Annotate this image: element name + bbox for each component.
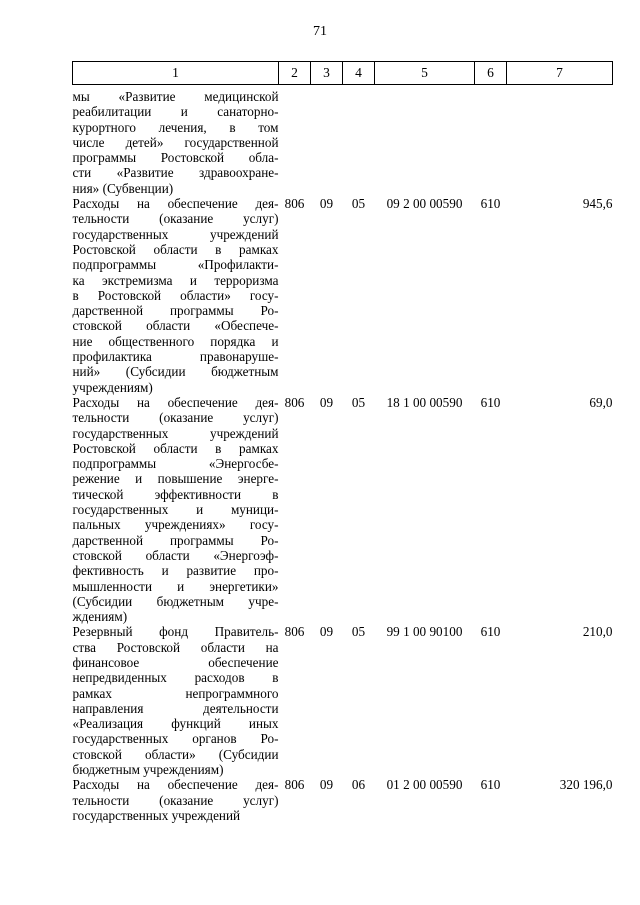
description-line: Ростовской области в рамках (72, 241, 279, 257)
row-description (73, 196, 279, 395)
description-line: ния» (Субвенции) (72, 180, 174, 196)
description-line: «Реализация функций иных (72, 716, 279, 732)
description-line: государственных учреждений (72, 226, 279, 242)
description-line: профилактика правонаруше- (72, 349, 279, 365)
cell-target-code: 01 2 00 00590 (386, 777, 463, 793)
header-row (73, 62, 613, 85)
row-description (73, 624, 279, 777)
description-line: финансовое обеспечение (72, 654, 279, 670)
table-row (73, 777, 613, 823)
description-line: ний» (Субсидии бюджетным (72, 364, 279, 380)
cell-admin-code: 806 (284, 777, 305, 793)
cell-admin-code (279, 85, 311, 197)
cell-target-code: 18 1 00 00590 (386, 394, 463, 410)
budget-table (72, 61, 613, 823)
description-line: тельности (оказание услуг) (72, 792, 279, 808)
header-col-7: 7 (507, 62, 613, 85)
description-line: Расходы на обеспечение дея- (72, 777, 279, 793)
header-col-5: 5 (375, 62, 475, 85)
cell-section-code: 09 (319, 777, 334, 793)
description-line: реабилитации и санаторно- (72, 104, 279, 120)
cell-amount: 945,6 (582, 196, 613, 212)
description-line: дарственной программы Ро- (72, 532, 279, 548)
header-col-6: 6 (475, 62, 507, 85)
description-line: Расходы на обеспечение дея- (72, 196, 279, 212)
description-line: режение и повышение энерге- (72, 471, 279, 487)
cell-amount: 210,0 (582, 624, 613, 640)
description-line: ка экстремизма и терроризма (72, 272, 279, 288)
cell-amount (507, 85, 613, 197)
cell-admin-code: 806 (284, 394, 305, 410)
description-line: мы «Развитие медицинской (72, 89, 279, 104)
description-line: тельности (оказание услуг) (72, 211, 279, 227)
description-line: числе детей» государственной (72, 134, 279, 150)
description-line: Резервный фонд Правитель- (72, 624, 279, 640)
cell-subsection-code: 06 (351, 777, 366, 793)
description-line: непредвиденных расходов в (72, 670, 279, 686)
description-line: Расходы на обеспечение дея- (72, 394, 279, 410)
description-line: учреждениям) (72, 379, 153, 395)
description-line: стовской области «Энергоэф- (72, 547, 279, 563)
description-line: пальных учреждениях» госу- (72, 517, 279, 533)
cell-target-code: 09 2 00 00590 (386, 196, 463, 212)
cell-admin-code: 806 (284, 624, 305, 640)
table-row (73, 624, 613, 777)
row-description (73, 85, 279, 197)
description-line: бюджетным учреждениям) (72, 762, 224, 778)
description-line: тической эффективности в (72, 486, 279, 502)
table-row (73, 85, 613, 197)
header-col-1: 1 (73, 62, 279, 85)
cell-subsection-code: 05 (351, 196, 366, 212)
cell-section-code: 09 (319, 394, 334, 410)
description-line: фективность и развитие про- (72, 563, 279, 579)
description-line: подпрограммы «Энергосбе- (72, 456, 279, 472)
cell-expense-type: 610 (480, 196, 501, 212)
description-line: стовской области «Обеспече- (72, 318, 279, 334)
cell-expense-type: 610 (480, 394, 501, 410)
description-line: дарственной программы Ро- (72, 303, 279, 319)
cell-amount: 69,0 (589, 394, 613, 410)
cell-subsection-code: 05 (351, 624, 366, 640)
description-line: ства Ростовской области на (72, 639, 279, 655)
description-line: в Ростовской области» госу- (72, 287, 279, 303)
description-line: ние общественного порядка и (72, 333, 279, 349)
description-line: государственных органов Ро- (72, 731, 279, 747)
description-line: ждениям) (72, 609, 128, 625)
description-line: подпрограммы «Профилакти- (72, 257, 279, 273)
description-line: программы Ростовской обла- (72, 150, 279, 166)
description-line: тельности (оказание услуг) (72, 410, 279, 426)
description-line: (Субсидии бюджетным учре- (72, 593, 279, 609)
description-line: мышленности и энергетики» (72, 578, 279, 594)
header-col-4: 4 (343, 62, 375, 85)
table-row (73, 196, 613, 395)
description-line: направления деятельности (72, 700, 279, 716)
cell-expense-type: 610 (480, 777, 501, 793)
row-description (73, 777, 279, 823)
page-number: 71 (313, 24, 327, 39)
cell-admin-code: 806 (284, 196, 305, 212)
cell-target-code (375, 85, 475, 197)
cell-amount: 320 196,0 (559, 777, 613, 793)
cell-expense-type: 610 (480, 624, 501, 640)
row-description (73, 395, 279, 624)
cell-subsection-code (343, 85, 375, 197)
cell-section-code: 09 (319, 196, 334, 212)
cell-section-code (311, 85, 343, 197)
description-line: сти «Развитие здравоохране- (72, 165, 279, 181)
header-col-2: 2 (279, 62, 311, 85)
cell-subsection-code: 05 (351, 394, 366, 410)
description-line: Ростовской области в рамках (72, 440, 279, 456)
table-row (73, 395, 613, 624)
cell-section-code: 09 (319, 624, 334, 640)
description-line: курортного лечения, в том (72, 119, 279, 135)
cell-target-code: 99 1 00 90100 (386, 624, 463, 640)
description-line: государственных и муници- (72, 502, 279, 518)
description-line: рамках непрограммного (72, 685, 279, 701)
description-line: стовской области» (Субсидии (72, 746, 279, 762)
description-line: государственных учреждений (72, 425, 279, 441)
cell-expense-type (475, 85, 507, 197)
header-col-3: 3 (311, 62, 343, 85)
description-line: государственных учреждений (72, 807, 241, 823)
